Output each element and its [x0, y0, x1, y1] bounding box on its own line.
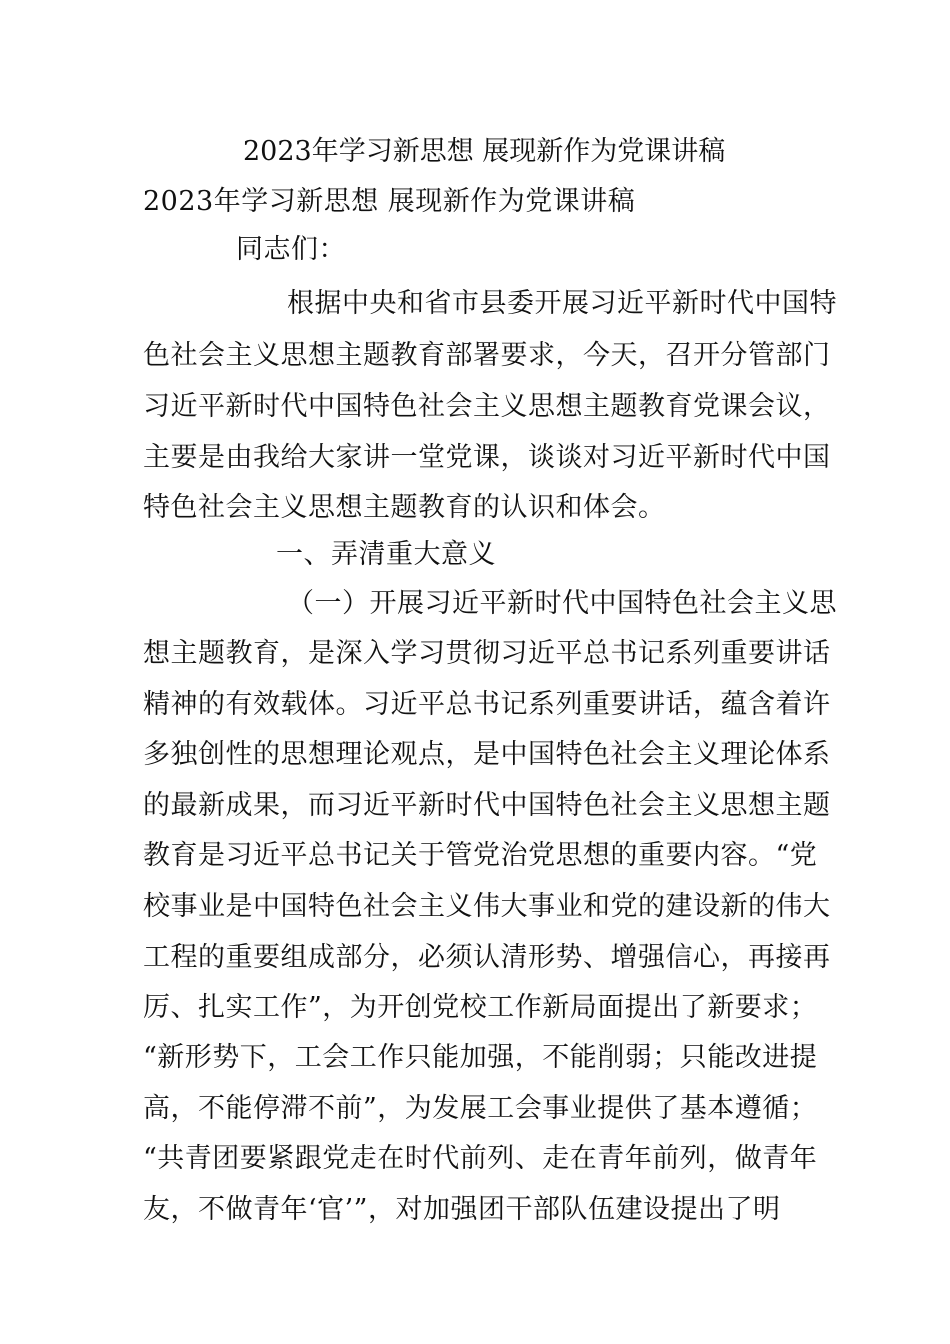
document-title-centered: 2023年学习新思想 展现新作为党课讲稿: [243, 136, 726, 167]
document-title-left: 2023年学习新思想 展现新作为党课讲稿: [143, 186, 636, 217]
body-line: 教育是习近平总书记关于管党治党思想的重要内容。“党: [143, 840, 818, 871]
body-line: “共青团要紧跟党走在时代前列、走在青年前列，做青年: [143, 1143, 818, 1174]
body-line: 根据中央和省市县委开展习近平新时代中国特: [287, 288, 837, 319]
body-line: 工程的重要组成部分，必须认清形势、增强信心，再接再: [143, 942, 831, 973]
body-line: 习近平新时代中国特色社会主义思想主题教育党课会议，: [143, 391, 831, 422]
body-line: （一）开展习近平新时代中国特色社会主义思: [287, 588, 837, 619]
body-line: “新形势下，工会工作只能加强，不能削弱；只能改进提: [143, 1042, 818, 1073]
body-line: 校事业是中国特色社会主义伟大事业和党的建设新的伟大: [143, 891, 831, 922]
section-heading: 一、弄清重大意义: [276, 539, 496, 570]
body-line: 精神的有效载体。习近平总书记系列重要讲话，蕴含着许: [143, 689, 831, 720]
body-line: 多独创性的思想理论观点，是中国特色社会主义理论体系: [143, 739, 831, 770]
body-line: 想主题教育，是深入学习贯彻习近平总书记系列重要讲话: [143, 638, 831, 669]
body-line: 的最新成果，而习近平新时代中国特色社会主义思想主题: [143, 790, 831, 821]
body-line: 厉、扎实工作”，为开创党校工作新局面提出了新要求；: [143, 992, 818, 1023]
body-line: 友，不做青年‘官’”，对加强团干部队伍建设提出了明: [143, 1194, 781, 1225]
body-line: 主要是由我给大家讲一堂党课，谈谈对习近平新时代中国: [143, 442, 831, 473]
body-line: 高，不能停滞不前”，为发展工会事业提供了基本遵循；: [143, 1093, 818, 1124]
body-line: 色社会主义思想主题教育部署要求，今天，召开分管部门: [143, 340, 831, 371]
greeting: 同志们：: [236, 234, 346, 265]
body-line: 特色社会主义思想主题教育的认识和体会。: [143, 492, 666, 523]
